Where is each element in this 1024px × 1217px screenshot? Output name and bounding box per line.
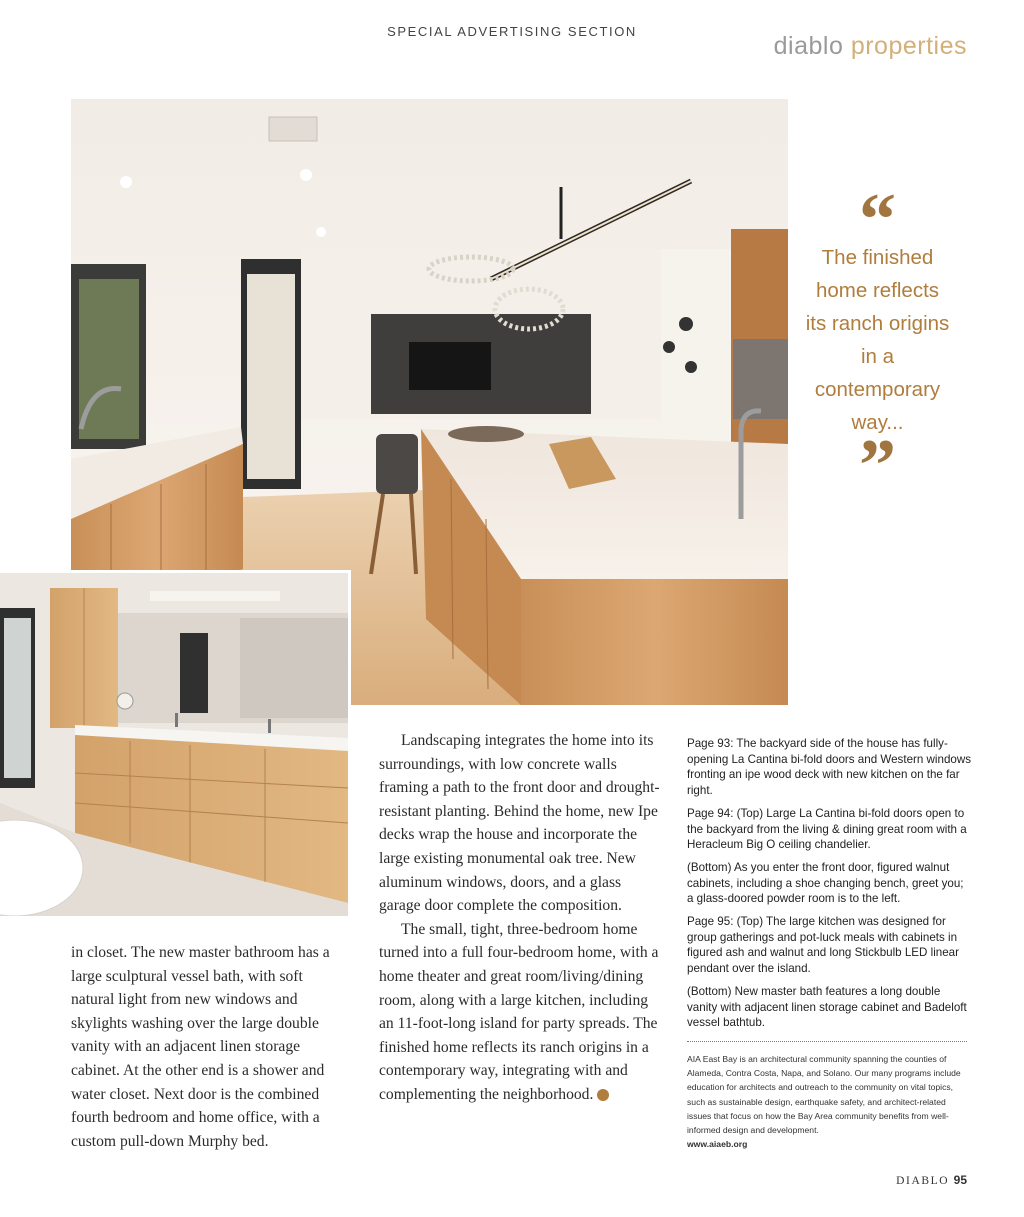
caption: Page 94: (Top) Large La Cantina bi-fold doors open to the backyard from the living & dining great room with a Heracleum Big O ceiling chandelier. — [687, 806, 967, 852]
website-link[interactable]: www.aiaeb.org — [687, 1139, 748, 1150]
about-text: AIA East Bay is an architectural community spanning the counties of Alameda, Contra Costa, Napa, and Solano. Our many programs include education for architects and outreach to the community on vital topics, such as sustainable design, earthquake safety, and architect-related issues that focus on how the Bay Area community benefits from well-informed design and development. — [687, 1054, 961, 1136]
caption: Page 95: (Top) The large kitchen was designed for group gatherings and pot-luck meals with cabinets in figured ash and walnut and long Stickbulb LED linear pendant over the island. — [687, 915, 959, 976]
page-folio — [896, 1173, 967, 1187]
brand-logo — [774, 32, 967, 61]
open-quote-icon: “ — [859, 179, 896, 261]
caption: Page 93: The backyard side of the house has fully-opening La Cantina bi-fold doors and Western windows fronting an ipe wood deck with new kitchen on the far right. — [687, 737, 972, 798]
caption: (Bottom) New master bath features a long double vanity with adjacent linen storage cabinet and Badeloft vessel bathtub. — [687, 984, 967, 1030]
caption: (Bottom) As you enter the front door, figured walnut cabinets, including a shoe changing bench, greet you; a glass-doored powder room is to the left. — [687, 860, 964, 906]
body-paragraph: Landscaping integrates the home into its surroundings, with low concrete walls framing a path to the front door and drought-resistant planting. Behind the home, new Ipe decks wrap the house and incorporate the large existing monumental oak tree. New aluminum windows, doors, and a glass garage door complete the composition. — [379, 732, 660, 915]
body-column-left — [71, 941, 346, 1153]
bathroom-photo — [0, 570, 351, 916]
about-aia-box — [687, 1052, 972, 1151]
end-of-story-icon: d — [597, 1089, 609, 1101]
brand-word-diablo: diablo — [773, 32, 844, 60]
pull-quote — [805, 179, 950, 507]
magazine-name: DIABLO — [896, 1175, 950, 1187]
body-paragraph — [379, 918, 661, 1107]
section-label: SPECIAL ADVERTISING SECTION — [387, 24, 637, 39]
brand-word-properties: properties — [850, 32, 967, 60]
dotted-divider — [687, 1041, 967, 1042]
page-number: 95 — [953, 1173, 967, 1187]
body-column-middle — [379, 729, 661, 1107]
photo-captions — [687, 736, 972, 1038]
body-paragraph-text: The small, tight, three-bedroom home turned into a full four-bedroom home, with a home theater and great room/living/dining room, along with a large kitchen, including an 11-foot-long island for party spreads. The finished home reflects its ranch origins in a contemporary way, integrating with and complementing the neighborhood. — [379, 920, 659, 1103]
close-quote-icon: ” — [859, 425, 896, 507]
pull-quote-text: The finished home reflects its ranch origins in a contemporary way... — [805, 246, 950, 434]
body-paragraph: in closet. The new master bathroom has a large sculptural vessel bath, with soft natural light from new windows and skylights washing over the large double vanity with an adjacent linen storage cabinet. At the other end is a shower and water closet. Next door is the combined fourth bedroom and home office, with a custom pull-down Murphy bed. — [71, 944, 330, 1150]
